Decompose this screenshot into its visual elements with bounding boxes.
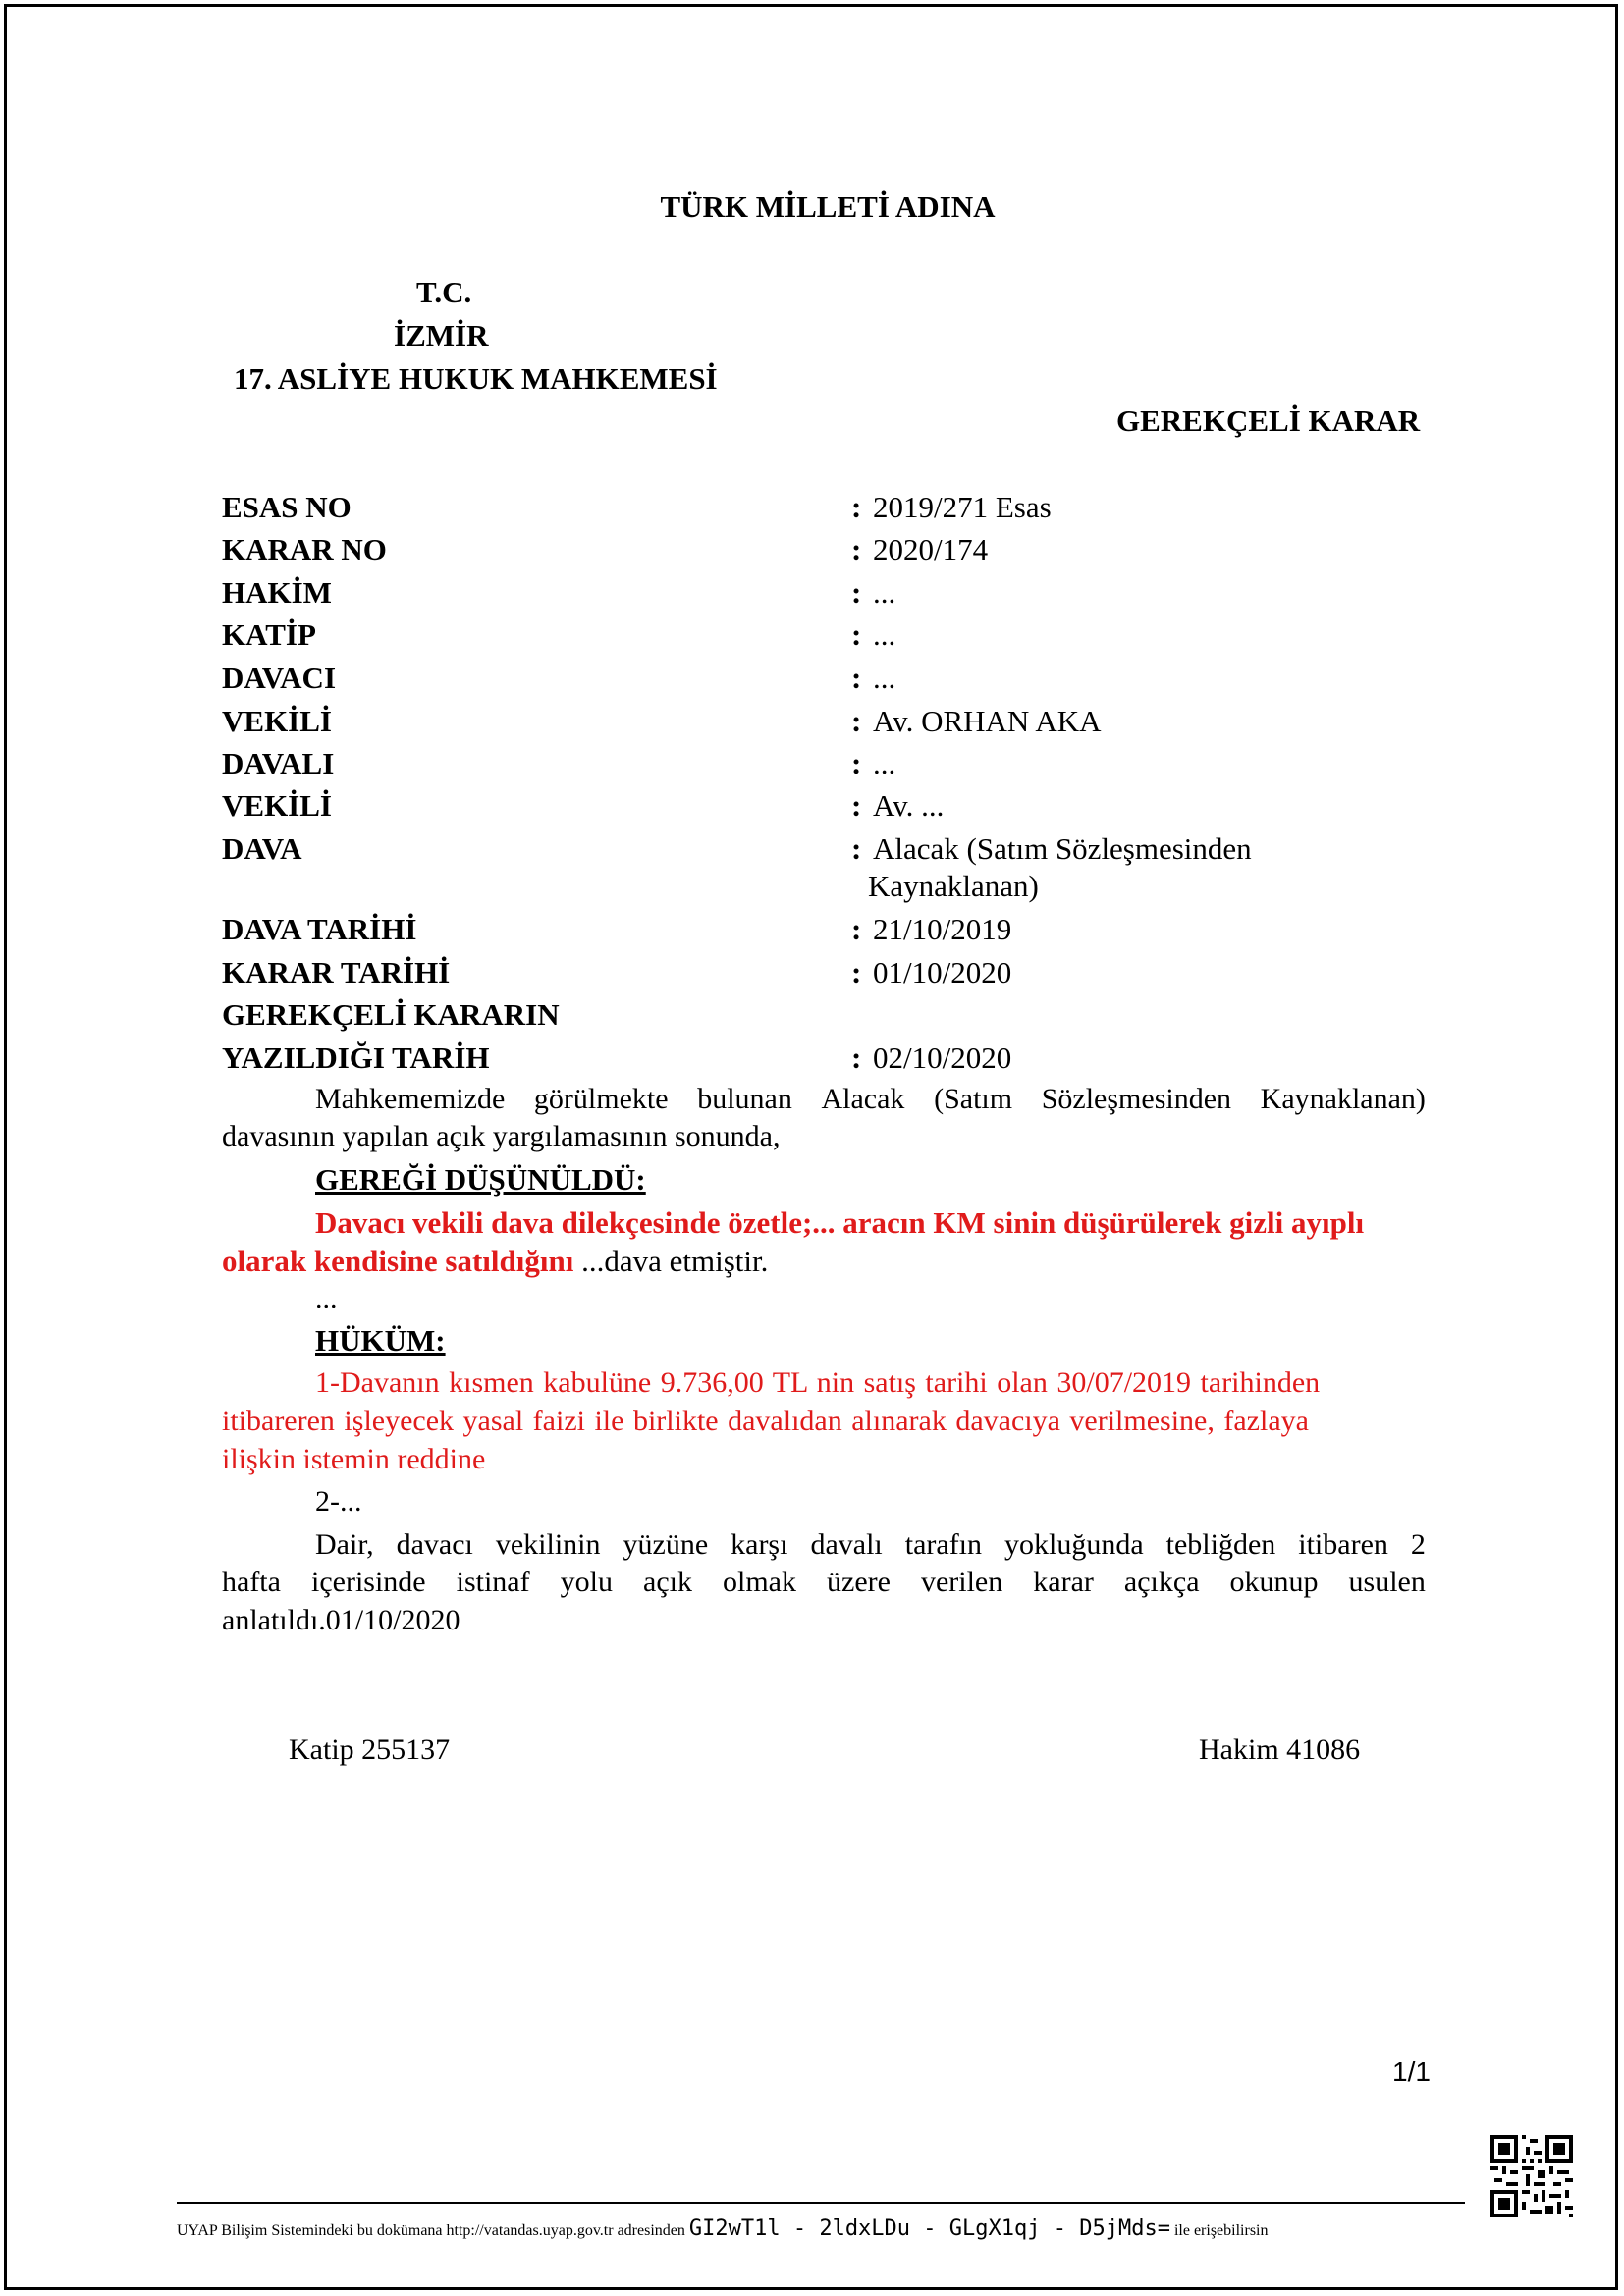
- field-value-esas-no: 2019/271 Esas: [873, 490, 1052, 524]
- field-colon: :: [851, 1041, 862, 1075]
- word: karşı: [731, 1528, 788, 1561]
- field-label-davaci-vekili: VEKİLİ: [222, 704, 332, 738]
- field-colon: :: [851, 955, 862, 989]
- word: tarafın: [904, 1528, 983, 1561]
- footer-prefix: UYAP Bilişim Sistemindeki bu dokümana http://vatandas.uyap.gov.tr adresinden: [177, 2222, 689, 2239]
- ellipsis-text: ...: [315, 1282, 338, 1314]
- page-number: 1/1: [1392, 2056, 1431, 2087]
- word: görülmekte: [533, 1083, 669, 1115]
- field-value-davaci: ...: [873, 661, 896, 695]
- intro-line-1: [315, 1083, 1426, 1116]
- word: davacı: [396, 1528, 473, 1561]
- field-value-katip: ...: [873, 617, 896, 652]
- word: bulunan: [697, 1083, 792, 1115]
- field-label-davaci: DAVACI: [222, 661, 337, 695]
- field-label-davali-vekili: VEKİLİ: [222, 788, 332, 823]
- field-value-yazildigi-tarih: 02/10/2020: [873, 1041, 1012, 1075]
- field-value-davaci-vekili: Av. ORHAN AKA: [873, 704, 1102, 738]
- word: yokluğunda: [1004, 1528, 1144, 1561]
- page-title: TÜRK MİLLETİ ADINA: [660, 189, 996, 224]
- field-colon: :: [851, 490, 862, 524]
- hukum-item-1-line-1: 1-Davanın kısmen kabulüne 9.736,00 TL nin satış tarihi olan 30/07/2019 tarihinden: [315, 1366, 1321, 1399]
- footer-suffix: ile erişebilirsin: [1169, 2222, 1269, 2239]
- word: hafta: [222, 1566, 281, 1598]
- country-label: T.C.: [416, 275, 472, 309]
- claim-summary-line-1: Davacı vekili dava dilekçesinde özetle;... aracın KM sinin düşürülerek gizli ayıplı: [315, 1205, 1365, 1240]
- field-label-gerekceli-kararin: GEREKÇELİ KARARIN: [222, 997, 560, 1032]
- word: üzere: [827, 1566, 891, 1598]
- field-colon: :: [851, 912, 862, 946]
- field-label-davali: DAVALI: [222, 746, 335, 780]
- field-value-dava-tarihi: 21/10/2019: [873, 912, 1012, 946]
- field-label-dava: DAVA: [222, 831, 302, 866]
- field-colon: :: [851, 617, 862, 652]
- court-name: 17. ASLİYE HUKUK MAHKEMESİ: [234, 361, 718, 396]
- field-value-davali: ...: [873, 746, 896, 780]
- hukum-heading: HÜKÜM:: [315, 1323, 446, 1358]
- word: yüzüne: [623, 1528, 709, 1561]
- gergi-dusunuldu-heading: GEREĞİ DÜŞÜNÜLDÜ:: [315, 1162, 646, 1197]
- word: olmak: [722, 1566, 796, 1598]
- word: verilen: [920, 1566, 1003, 1598]
- word: Dair,: [315, 1528, 374, 1561]
- field-value-davali-vekili: Av. ...: [873, 788, 945, 823]
- word: okunup: [1229, 1566, 1319, 1598]
- dair-line-3: anlatıldı.01/10/2020: [222, 1604, 460, 1636]
- field-label-karar-tarihi: KARAR TARİHİ: [222, 955, 451, 989]
- word: vekilinin: [495, 1528, 601, 1561]
- field-value-karar-tarihi: 01/10/2020: [873, 955, 1012, 989]
- field-label-katip: KATİP: [222, 617, 316, 652]
- field-label-karar-no: KARAR NO: [222, 532, 387, 566]
- field-colon: :: [851, 831, 862, 866]
- field-value-karar-no: 2020/174: [873, 532, 989, 566]
- claim-summary-black-text: ...dava etmiştir.: [573, 1244, 769, 1278]
- field-label-esas-no: ESAS NO: [222, 490, 352, 524]
- field-colon: :: [851, 532, 862, 566]
- word: 2: [1410, 1528, 1426, 1561]
- field-colon: :: [851, 788, 862, 823]
- word: açık: [643, 1566, 692, 1598]
- claim-summary-red-text: olarak kendisine satıldığını: [222, 1244, 574, 1278]
- footer-divider: [177, 2202, 1465, 2204]
- qr-code-icon: [1490, 2135, 1573, 2217]
- field-value-dava: Alacak (Satım Sözleşmesinden: [873, 831, 1252, 866]
- field-label-yazildigi-tarih: YAZILDIĞI TARİH: [222, 1041, 490, 1075]
- claim-summary-line-2: [222, 1244, 768, 1279]
- word: Sözleşmesinden: [1041, 1083, 1232, 1115]
- footer-verification-note: [177, 2216, 1268, 2241]
- hukum-item-1-line-3: ilişkin istemin reddine: [222, 1443, 486, 1475]
- word: yolu: [560, 1566, 613, 1598]
- word: usulen: [1348, 1566, 1426, 1598]
- verification-code: GI2wT1l - 2ldxLDu - GLgX1qj - D5jMds=: [688, 2216, 1170, 2241]
- word: itibaren: [1298, 1528, 1388, 1561]
- word: Kaynaklanan): [1260, 1083, 1426, 1115]
- word: Alacak: [821, 1083, 905, 1115]
- word: Mahkememizde: [315, 1083, 506, 1115]
- field-colon: :: [851, 661, 862, 695]
- hukum-item-1-line-2: itibareren işleyecek yasal faizi ile birlikte davalıdan alınarak davacıya verilmesine, fazlaya: [222, 1405, 1309, 1437]
- word: (Satım: [934, 1083, 1013, 1115]
- field-colon: :: [851, 746, 862, 780]
- field-label-dava-tarihi: DAVA TARİHİ: [222, 912, 417, 946]
- field-colon: :: [851, 575, 862, 610]
- field-label-hakim: HAKİM: [222, 575, 332, 610]
- field-value-hakim: ...: [873, 575, 896, 610]
- word: karar: [1033, 1566, 1094, 1598]
- word: tebliğden: [1165, 1528, 1276, 1561]
- word: içerisinde: [310, 1566, 426, 1598]
- word: istinaf: [456, 1566, 530, 1598]
- document-type: GEREKÇELİ KARAR: [1116, 403, 1421, 438]
- intro-line-2: davasının yapılan açık yargılamasının sonunda,: [222, 1120, 781, 1152]
- word: davalı: [810, 1528, 883, 1561]
- field-colon: :: [851, 704, 862, 738]
- hakim-signature: Hakim 41086: [1199, 1734, 1361, 1766]
- katip-signature: Katip 255137: [289, 1734, 451, 1766]
- hukum-item-2: 2-...: [315, 1485, 362, 1518]
- city-label: İZMİR: [394, 318, 489, 352]
- dair-line-1: [315, 1528, 1426, 1562]
- word: açıkça: [1123, 1566, 1200, 1598]
- field-value-dava-cont: Kaynaklanan): [868, 869, 1039, 903]
- dair-line-2: [222, 1566, 1426, 1599]
